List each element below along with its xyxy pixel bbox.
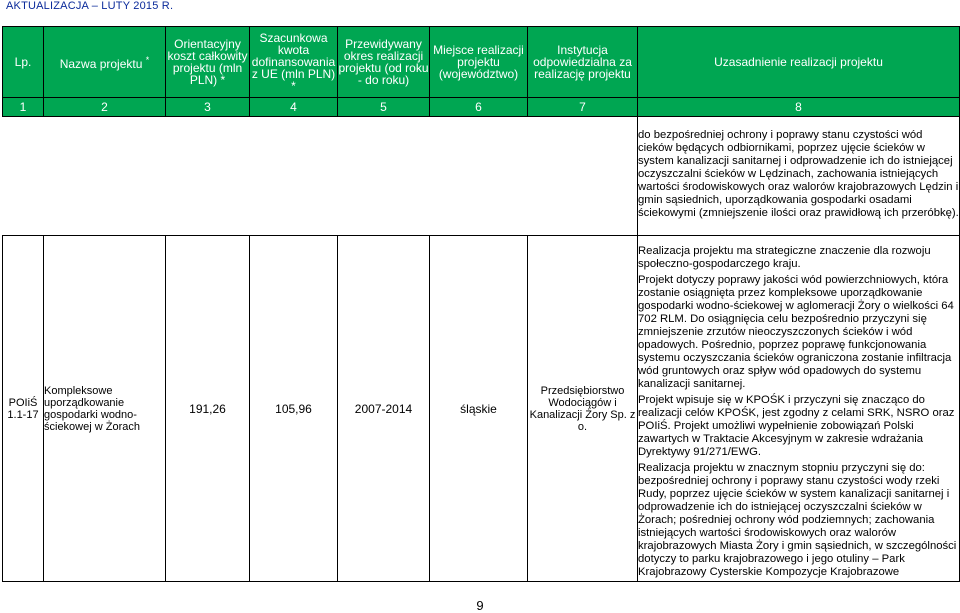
column-number: 3: [166, 98, 250, 117]
row-eu-amount: 105,96: [250, 236, 338, 582]
column-number-row: [3, 98, 960, 117]
header-location: Miejsce realizacji projektu (województwo): [430, 27, 528, 98]
header-total-cost: Orientacyjny koszt całkowity projektu (mln PLN) *: [166, 27, 250, 98]
column-number: 7: [528, 98, 638, 117]
continuation-paragraph: do bezpośredniej ochrony i poprawy stanu czystości wód cieków będących odbiornikami, poprzez ujęcie ścieków w system kanalizacji sanitarnej i odprowadzenie ich do istniejącej oczyszczalni ścieków w Lędzinach, zachowania istniejących wartości środowiskowych oraz walorów krajobrazowych Lędzin i gmin sąsiednich, uporządkowania gospodarki osadami ściekowymi (zmniejszenie ilości oraz prawidłową ich przeróbkę).: [638, 129, 959, 219]
header-name: [44, 27, 166, 98]
column-number: 1: [3, 98, 44, 117]
row-location: śląskie: [430, 236, 528, 582]
row-period: 2007-2014: [338, 236, 430, 582]
row-institution: Przedsiębiorstwo Wodociągów i Kanalizacji Żory Sp. z o.: [528, 236, 638, 582]
continuation-blank: [3, 117, 638, 236]
header-lp: Lp.: [3, 27, 44, 98]
row-total-cost: 191,26: [166, 236, 250, 582]
header-justification: Uzasadnienie realizacji projektu: [638, 27, 960, 98]
continuation-row: [3, 117, 960, 236]
row-lp: POIiŚ 1.1-17: [3, 236, 44, 582]
justification-paragraph: Projekt wpisuje się w KPOŚK i przyczyni się znacząco do realizacji celów KPOŚK, jest zgodny z celami SRK, NSRO oraz POIiŚ. Projekt umożliwi wypełnienie zobowiązań Polski zawartych w Traktacie Akcesyjnym w zakresie wdrażania Dyrektywy 91/271/EWG.: [638, 393, 955, 458]
update-banner: AKTUALIZACJA – LUTY 2015 R.: [6, 0, 174, 12]
header-eu-amount: Szacunkowa kwota dofinansowania z UE (mln PLN) *: [250, 27, 338, 98]
justification-paragraph: Projekt dotyczy poprawy jakości wód powierzchniowych, która zostanie osiągnięta przez kompleksowe uporządkowanie gospodarki wodno-ściekowej w aglomeracji Żory o wielkości 64 702 RLM. Do osiągnięcia celu bezpośrednio przyczyni się zmniejszenie zrzutów nieoczyszczonych ścieków i wód opadowych. Pośrednio, poprzez poprawę funkcjonowania systemu oczyszczania ścieków ograniczona zostanie infiltracja wód gruntowych oraz spływ wód opadowych do systemu kanalizacji sanitarnej.: [638, 273, 954, 390]
table-row: [3, 236, 960, 582]
column-number: 8: [638, 98, 960, 117]
header-row: [3, 27, 960, 98]
projects-table: [2, 26, 960, 582]
row-project-name: Kompleksowe uporządkowanie gospodarki wodno-ściekowej w Żorach: [44, 236, 166, 582]
column-number: 5: [338, 98, 430, 117]
row-justification: [638, 236, 960, 582]
column-number: 2: [44, 98, 166, 117]
header-name-text: Nazwa projektu: [59, 57, 143, 71]
continuation-justification: [638, 117, 960, 236]
header-period: Przewidywany okres realizacji projektu (od roku - do roku): [338, 27, 430, 98]
column-number: 4: [250, 98, 338, 117]
justification-paragraph: Realizacja projektu w znacznym stopniu przyczyni się do: bezpośredniej ochrony i poprawy stanu czystości wody rzeki Rudy, poprzez ujęcie ścieków w system kanalizacji sanitarnej i odprowadzenie ich do istniejącej oczyszczalni ścieków w Żorach; pośredniej ochrony wód podziemnych; zachowania istniejących wartości środowiskowych oraz walorów krajobrazowych Miasta Żory i gmin sąsiednich, w szczególności dotyczy to parku krajobrazowego i jego otuliny – Park Krajobrazowy Cysterskie Kompozycje Krajobrazowe: [638, 461, 957, 578]
column-number: 6: [430, 98, 528, 117]
header-institution: Instytucja odpowiedzialna za realizację projektu: [528, 27, 638, 98]
page-number: 9: [476, 598, 484, 613]
justification-paragraph: Realizacja projektu ma strategiczne znaczenie dla rozwoju społeczno-gospodarczego kraju.: [638, 244, 931, 270]
header-name-mark: *: [145, 55, 150, 65]
